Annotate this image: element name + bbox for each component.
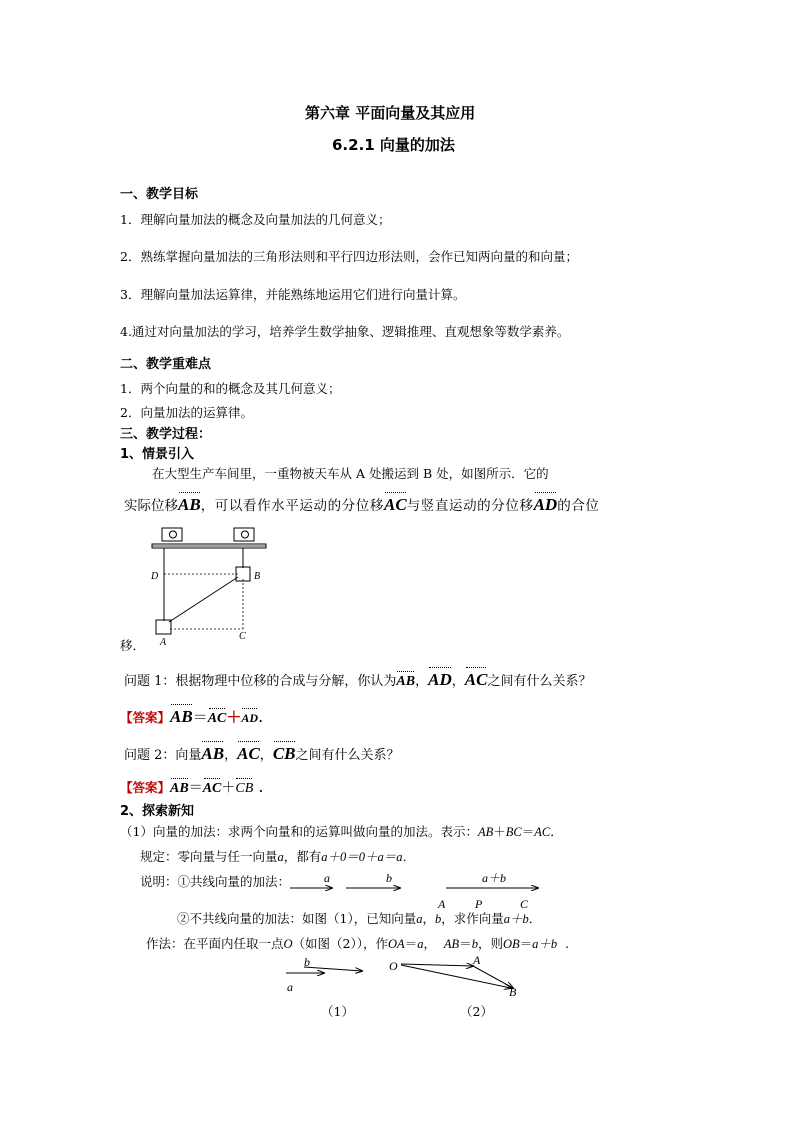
heading-objectives: 一、教学目标 <box>120 187 199 202</box>
heading-process: 三、教学过程： <box>120 427 212 442</box>
section-title: 6.2.1 向量的加法 <box>332 136 455 154</box>
crane-diagram <box>148 523 273 648</box>
answer-2: 【答案】AB＝AC＋CB . <box>120 777 264 796</box>
objective-4: 4.通过对向量加法的学习，培养学生数学抽象、逻辑推理、直观想象等数学素养。 <box>120 324 570 339</box>
fig1-b-label: b <box>304 955 310 969</box>
fig1-a-label: a <box>287 980 293 994</box>
vector-a-label: a <box>324 871 330 885</box>
figure-2-vectors <box>385 950 535 1000</box>
key-point-1: 1．两个向量的和的概念及其几何意义； <box>120 381 341 396</box>
fig2-O-label: O <box>389 959 398 973</box>
intro-tail: 移． <box>120 638 146 653</box>
point-C-label: C <box>520 897 529 911</box>
point-label-B: B <box>254 571 261 582</box>
heading-scenario: 1、情景引入 <box>120 447 195 462</box>
note-line: 说明：①共线向量的加法： <box>140 874 291 889</box>
figure-2-caption: （2） <box>460 1004 493 1019</box>
vector-b-label: b <box>386 871 392 885</box>
point-A-label: A <box>438 897 446 911</box>
objective-1: 1．理解向量加法的概念及向量加法的几何意义； <box>120 212 391 227</box>
figure-1-vectors <box>280 953 370 998</box>
method-line: 作法：在平面内任取一点O（如图（2）），作OA＝a， AB＝b，则OB＝a＋b . <box>146 936 570 951</box>
intro-line-2: 实际位移AB，可以看作水平运动的分位移AC与竖直运动的分位移AD的合位 <box>124 495 600 514</box>
key-point-2: 2．向量加法的运算律。 <box>120 405 253 420</box>
chapter-title: 第六章 平面向量及其应用 <box>305 104 476 122</box>
point-label-D: D <box>151 571 159 582</box>
definition-line: （1）向量的加法：求两个向量和的运算叫做向量的加法。表示：AB＋BC＝AC． <box>120 824 563 839</box>
fig2-B-label: B <box>509 985 517 999</box>
objective-2: 2．熟练掌握向量加法的三角形法则和平行四边形法则，会作已知两向量的和向量； <box>120 249 578 264</box>
vector-sum-label: a＋b <box>482 871 507 885</box>
figure-1-caption: （1） <box>321 1004 354 1019</box>
objective-3: 3．理解向量加法运算律，并能熟练地运用它们进行向量计算。 <box>120 287 466 302</box>
fig2-A-label: A <box>473 953 481 967</box>
answer-1: 【答案】AB＝AC＋AD. <box>120 707 264 726</box>
point-P-label: P <box>475 897 483 911</box>
rule-line: 规定：零向量与任一向量a，都有a＋0＝0＋a＝a． <box>140 849 416 864</box>
noncollinear-line: ②不共线向量的加法：如图（1），已知向量a，b，求作向量a＋b． <box>177 911 542 926</box>
point-label-C: C <box>239 631 246 642</box>
question-2: 问题 2：向量AB，AC，CB之间有什么关系？ <box>124 744 400 763</box>
intro-line-1: 在大型生产车间里，一重物被天车从 A 处搬运到 B 处，如图所示．它的 <box>152 466 549 481</box>
heading-key-points: 二、教学重难点 <box>120 357 212 372</box>
point-label-A: A <box>160 637 167 648</box>
heading-explore: 2、探索新知 <box>120 804 195 819</box>
question-1: 问题 1：根据物理中位移的合成与分解，你认为AB，AD，AC之间有什么关系？ <box>124 670 592 689</box>
collinear-vectors-figure <box>288 866 548 912</box>
